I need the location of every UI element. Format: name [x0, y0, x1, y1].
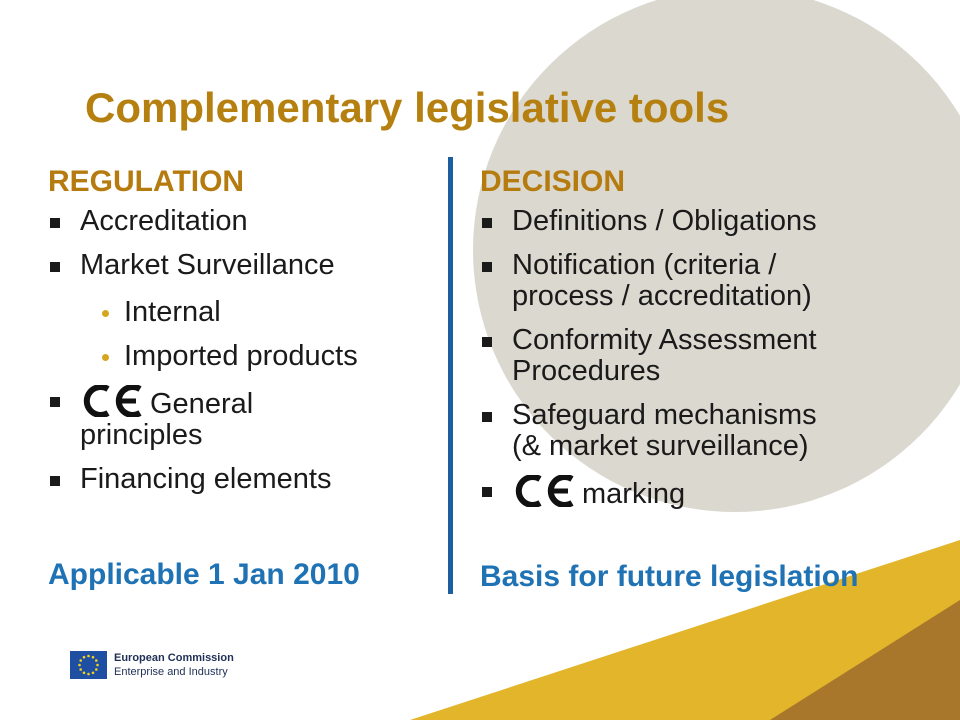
list-item: [480, 325, 950, 387]
eu-stars-icon: [70, 651, 107, 679]
item-text: General: [150, 388, 254, 420]
list-item: [480, 206, 950, 237]
item-text: Conformity Assessment: [512, 324, 817, 356]
list-item: [48, 464, 443, 495]
list-item: [480, 400, 950, 462]
decision-column: [480, 164, 950, 523]
item-text: Safeguard mechanisms: [512, 399, 817, 431]
regulation-column: [48, 164, 443, 508]
list-item: [48, 385, 443, 451]
decision-list: [480, 206, 950, 510]
item-text: Imported products: [124, 340, 358, 372]
regulation-heading: REGULATION: [48, 165, 245, 198]
item-text: principles: [80, 419, 203, 451]
item-text: process / accreditation): [512, 280, 812, 312]
sub-list-item: [48, 341, 443, 372]
ce-mark-icon: [512, 475, 576, 507]
logo-line-2: Enterprise and Industry: [114, 666, 228, 678]
logo-text: [114, 651, 234, 679]
item-text: Financing elements: [80, 463, 332, 495]
item-text: Market Surveillance: [80, 249, 335, 281]
item-text: (& market surveillance): [512, 430, 809, 462]
slide-title: Complementary legislative tools: [85, 84, 730, 131]
decision-heading: DECISION: [480, 165, 626, 198]
item-text: Internal: [124, 296, 221, 328]
list-item: [48, 206, 443, 237]
ce-mark-icon: [80, 385, 144, 417]
column-divider: [448, 157, 453, 594]
item-text: marking: [582, 478, 686, 510]
sub-list-item: [48, 297, 443, 328]
regulation-footer: Applicable 1 Jan 2010: [48, 558, 360, 591]
european-commission-logo: [70, 651, 260, 681]
regulation-list: [48, 206, 443, 495]
list-item: [480, 250, 950, 312]
decision-footer: Basis for future legislation: [480, 560, 859, 593]
item-text: Notification (criteria /: [512, 249, 777, 281]
logo-line-1: European Commission: [114, 652, 234, 664]
list-item: [48, 250, 443, 281]
item-text: Definitions / Obligations: [512, 205, 817, 237]
list-item: [480, 475, 950, 510]
item-text: Accreditation: [80, 205, 248, 237]
item-text: Procedures: [512, 355, 661, 387]
eu-flag-icon: [70, 651, 107, 679]
